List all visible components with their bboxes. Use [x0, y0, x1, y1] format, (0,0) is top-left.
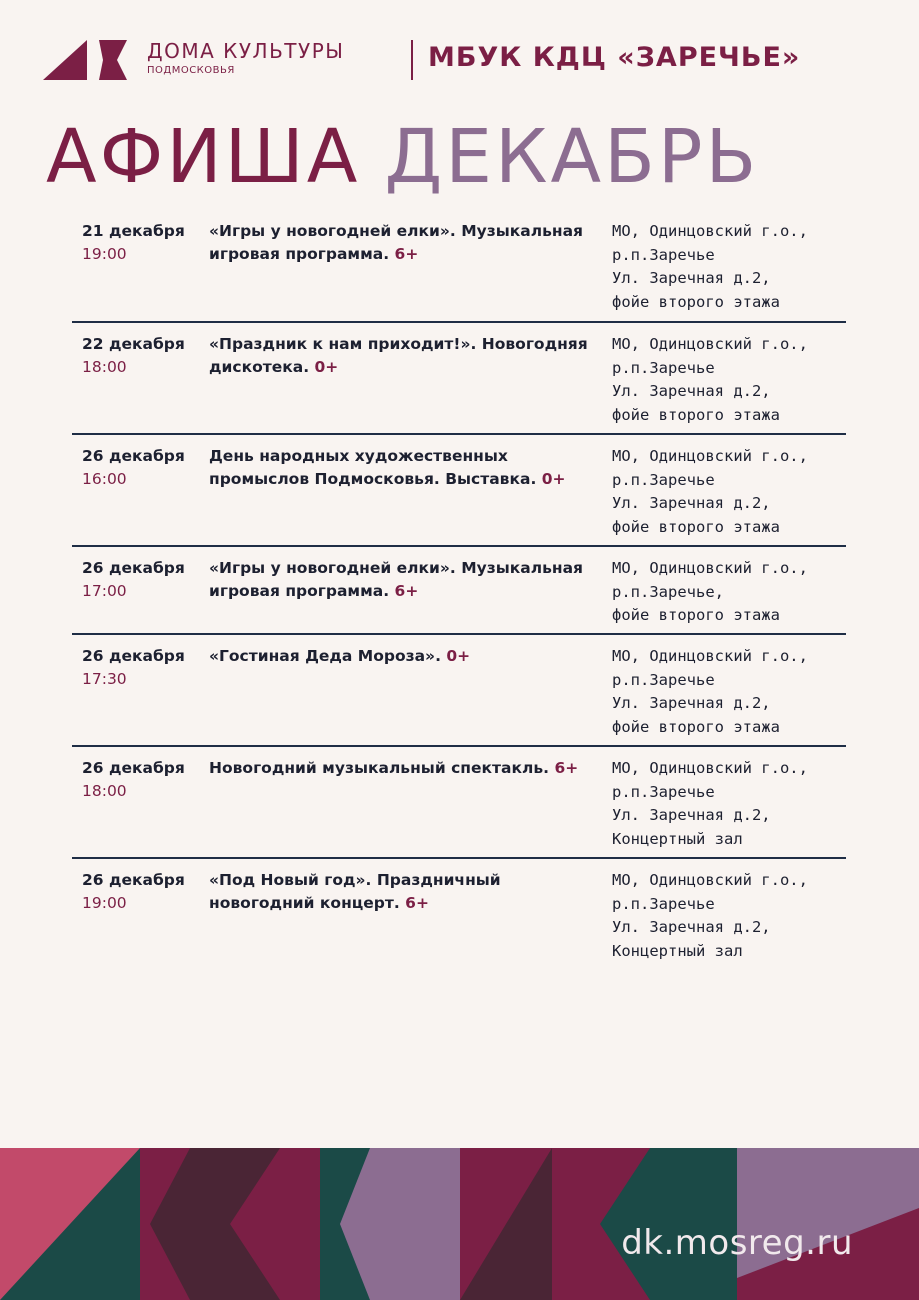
brand-subtitle: ПОДМОСКОВЬЯ [147, 65, 235, 76]
event-title: «Игры у новогодней елки». Музыкальная игровая программа. 6+ [209, 559, 583, 600]
event-venue: МО, Одинцовский г.о., р.п.Заречье Ул. Заречная д.2, фойе второго этажа [612, 222, 808, 311]
event-time: 18:00 [82, 781, 127, 800]
event-row [72, 747, 846, 859]
event-venue: МО, Одинцовский г.о., р.п.Заречье Ул. Заречная д.2, фойе второго этажа [612, 335, 808, 424]
event-date: 22 декабря [82, 335, 185, 353]
age-rating: 6+ [394, 244, 419, 263]
event-time: 19:00 [82, 893, 127, 912]
event-row [72, 323, 846, 435]
event-date: 26 декабря [82, 447, 185, 465]
event-date: 21 декабря [82, 222, 185, 240]
event-venue: МО, Одинцовский г.о., р.п.Заречье Ул. Заречная д.2, фойе второго этажа [612, 647, 808, 736]
title-afisha: АФИША [46, 114, 361, 200]
age-rating: 0+ [541, 469, 566, 488]
event-title: День народных художественных промыслов Подмосковья. Выставка. 0+ [209, 447, 566, 488]
event-venue: МО, Одинцовский г.о., р.п.Заречье Ул. Заречная д.2, Концертный зал [612, 759, 808, 848]
event-title: Новогодний музыкальный спектакль. 6+ [209, 759, 579, 777]
events-list [72, 210, 846, 971]
event-title: «Праздник к нам приходит!». Новогодняя дискотека. 0+ [209, 335, 588, 376]
event-row [72, 635, 846, 747]
event-date: 26 декабря [82, 871, 185, 889]
event-time: 17:00 [82, 581, 127, 600]
event-row [72, 210, 846, 323]
event-date: 26 декабря [82, 559, 185, 577]
event-date: 26 декабря [82, 759, 185, 777]
age-rating: 0+ [446, 647, 471, 665]
org-name: МБУК КДЦ «ЗАРЕЧЬЕ» [428, 42, 801, 73]
event-row [72, 547, 846, 635]
page-title [46, 112, 759, 202]
website-link[interactable]: dk.mosreg.ru [621, 1223, 853, 1263]
event-venue: МО, Одинцовский г.о., р.п.Заречье, фойе второго этажа [612, 559, 808, 624]
dk-logo-icon [43, 40, 133, 80]
header-divider [411, 40, 413, 80]
event-row [72, 859, 846, 971]
age-rating: 6+ [394, 581, 419, 600]
event-time: 17:30 [82, 669, 127, 688]
event-row [72, 435, 846, 547]
event-date: 26 декабря [82, 647, 185, 665]
event-time: 19:00 [82, 244, 127, 263]
event-venue: МО, Одинцовский г.о., р.п.Заречье Ул. Заречная д.2, фойе второго этажа [612, 447, 808, 536]
age-rating: 6+ [554, 759, 579, 777]
event-title: «Под Новый год». Праздничный новогодний концерт. 6+ [209, 871, 501, 912]
brand-logo-text [147, 40, 344, 78]
brand-title: ДОМА КУЛЬТУРЫ [147, 39, 345, 63]
event-title: «Гостиная Деда Мороза». 0+ [209, 647, 471, 665]
event-time: 18:00 [82, 357, 127, 376]
title-month: ДЕКАБРЬ [384, 114, 760, 200]
age-rating: 0+ [314, 357, 339, 376]
event-time: 16:00 [82, 469, 127, 488]
event-title: «Игры у новогодней елки». Музыкальная игровая программа. 6+ [209, 222, 583, 263]
event-venue: МО, Одинцовский г.о., р.п.Заречье Ул. Заречная д.2, Концертный зал [612, 871, 808, 960]
age-rating: 6+ [405, 893, 429, 912]
